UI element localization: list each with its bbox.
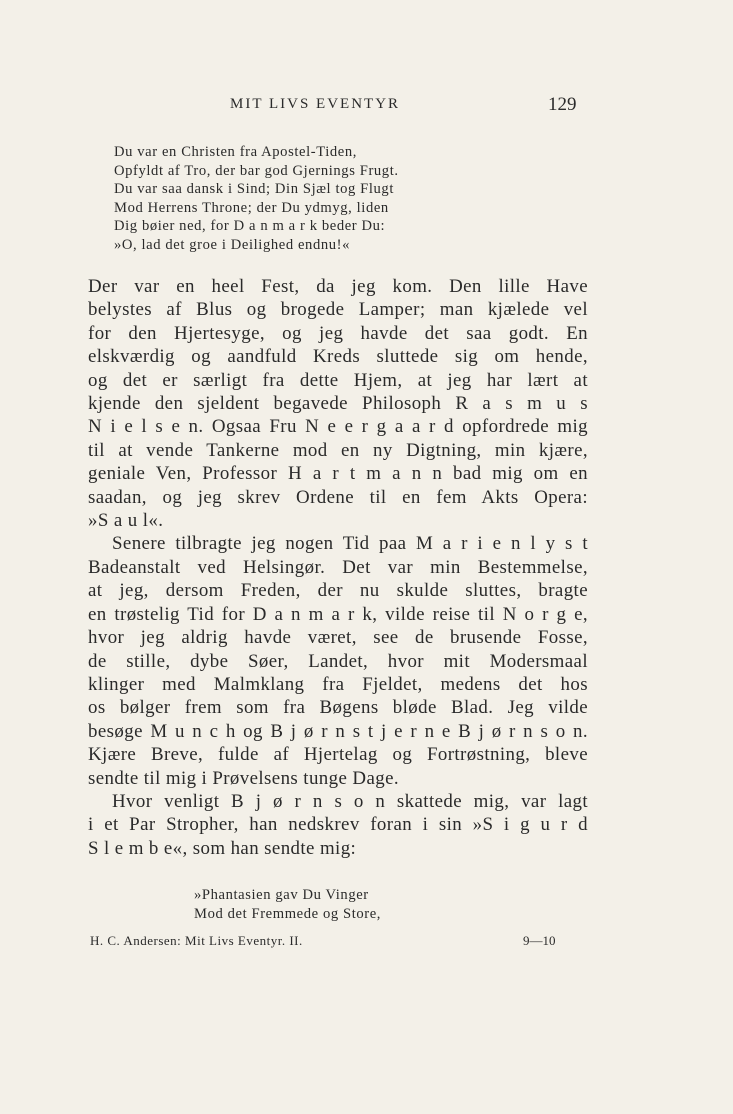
body-line: for den Hjertesyge, og jeg havde det saa godt. En <box>88 322 588 344</box>
verse-quote <box>194 886 381 924</box>
body-line: Hvor venligt B j ø r n s o n skattede mig, var lagt <box>112 790 588 812</box>
poem-line: Dig bøier ned, for D a n m a r k beder Du: <box>114 218 386 235</box>
running-head <box>0 96 733 120</box>
body-line: »S a u l«. <box>88 510 164 532</box>
body-line: kjende den sjeldent begavede Philosoph R a s m u s <box>88 393 588 415</box>
body-line: belystes af Blus og brogede Lamper; man kjælede vel <box>88 299 588 321</box>
body-line: os bølger frem som fra Bøgens bløde Blad. Jeg vilde <box>88 697 588 719</box>
body-line: klinger med Malmklang fra Fjeldet, medens det hos <box>88 673 588 695</box>
body-line: S l e m b e«, som han sendte mig: <box>88 837 357 859</box>
poem-line: »O, lad det groe i Deilighed endnu!« <box>114 236 350 253</box>
body-line: saadan, og jeg skrev Ordene til en fem Akts Opera: <box>88 486 588 508</box>
body-line: N i e l s e n. Ogsaa Fru N e e r g a a r d opfordrede mig <box>88 416 588 438</box>
body-line: hvor jeg aldrig havde været, see de brusende Fosse, <box>88 627 588 649</box>
page-number: 129 <box>548 94 577 115</box>
running-title: MIT LIVS EVENTYR <box>230 96 401 112</box>
sheet-mark: 9—10 <box>523 933 556 948</box>
body-line: sendte til mig i Prøvelsens tunge Dage. <box>88 767 399 789</box>
poem-line: Du var saa dansk i Sind; Din Sjæl tog Flugt <box>114 181 394 198</box>
poem-stanza <box>114 143 399 255</box>
body-line: at jeg, dersom Freden, der nu skulde sluttes, bragte <box>88 580 588 602</box>
body-line: Senere tilbragte jeg nogen Tid paa M a r i e n l y s t <box>112 533 588 555</box>
poem-line: Du var en Christen fra Apostel-Tiden, <box>114 144 357 160</box>
body-line: til at vende Tankerne mod en ny Digtning, min kjære, <box>88 439 588 461</box>
body-line: og det er særligt fra dette Hjem, at jeg har lært at <box>88 369 588 391</box>
body-line: Kjære Breve, fulde af Hjertelag og Fortrøstning, bleve <box>88 744 588 766</box>
body-line: Badeanstalt ved Helsingør. Det var min Bestemmelse, <box>88 556 588 578</box>
body-line: en trøstelig Tid for D a n m a r k, vilde reise til N o r g e, <box>88 603 588 625</box>
body-line: elskværdig og aandfuld Kreds sluttede sig om hende, <box>88 346 588 368</box>
verse-line: Mod det Fremmede og Store, <box>194 906 382 922</box>
body-line: besøge M u n c h og B j ø r n s t j e r n e B j ø r n s o n. <box>88 720 588 742</box>
poem-line: Opfyldt af Tro, der bar god Gjernings Frugt. <box>114 162 399 179</box>
poem-line: Mod Herrens Throne; der Du ydmyg, liden <box>114 199 389 216</box>
body-line: geniale Ven, Professor H a r t m a n n bad mig om en <box>88 463 588 485</box>
verse-line: »Phantasien gav Du Vinger <box>194 887 369 903</box>
body-line: de stille, dybe Søer, Landet, hvor mit Modersmaal <box>88 650 588 672</box>
signature-line: H. C. Andersen: Mit Livs Eventyr. II. <box>90 933 303 948</box>
body-line: i et Par Stropher, han nedskrev foran i sin »S i g u r d <box>88 814 588 836</box>
body-text <box>88 275 588 860</box>
body-line: Der var en heel Fest, da jeg kom. Den lille Have <box>88 276 588 297</box>
